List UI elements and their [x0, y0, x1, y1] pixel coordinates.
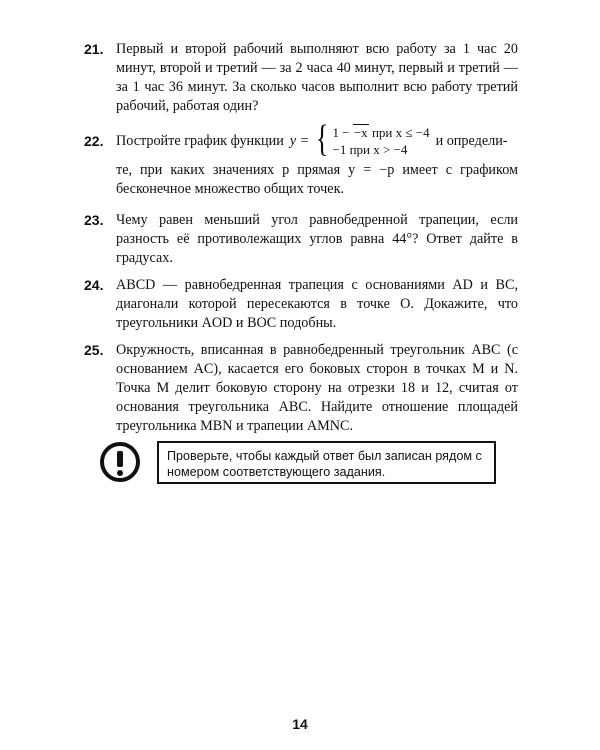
case-1: 1 − −x при x ≤ −4	[332, 125, 430, 140]
task-22	[84, 118, 518, 199]
sqrt-radicand: −x	[353, 125, 368, 140]
task-intro: Постройте график функции	[116, 132, 284, 149]
task-number: 25.	[84, 342, 104, 358]
function-lhs: y =	[289, 132, 310, 149]
task-24	[84, 276, 518, 333]
task-21	[84, 40, 518, 116]
task-text: те, при каких значениях p прямая y = −p имеет с графиком бесконечное множество общих точек.	[116, 162, 518, 197]
piecewise-function	[289, 118, 430, 160]
task-text: Чему равен меньший угол равнобедренной трапеции, если разность её противолежащих углов равна 44°? Ответ дайте в градусах.	[116, 212, 518, 266]
task-number: 23.	[84, 212, 104, 228]
task-25	[84, 341, 518, 436]
page-number: 14	[292, 716, 308, 732]
task-number: 22.	[84, 133, 104, 149]
notice-text: Проверьте, чтобы каждый ответ был записан рядом с номером соответствующего задания.	[167, 449, 482, 479]
task-number: 24.	[84, 277, 104, 293]
function-cases	[333, 124, 430, 158]
notice-box	[157, 441, 496, 484]
case-2: −1 при x > −4	[332, 142, 408, 157]
task-text: Первый и второй рабочий выполняют всю работу за 1 час 20 минут, второй и третий — за 2 часа 40 минут, первый и третий — за 1 час 36 минут. За сколько часов выполнит всю работу третий рабочий, работая один?	[116, 41, 518, 114]
task-number: 21.	[84, 41, 104, 57]
task-23	[84, 211, 518, 268]
exclamation-circle-icon	[100, 442, 140, 482]
task-intro-tail: и определи-	[435, 132, 508, 149]
task-text: Окружность, вписанная в равнобедренный треугольник ABC (с основанием AC), касается его боковых сторон в точках M и N. Точка M делит боковую сторону на отрезки 18 и 12, считая от основания треугольника ABC. Найдите отношение площадей треугольника MBN и трапеции AMNC.	[116, 342, 518, 434]
brace-symbol: {	[315, 118, 329, 160]
task-text: ABCD — равнобедренная трапеция с основаниями AD и BC, диагонали которой пересекаются в точке O. Докажите, что треугольники AOD и BOC подобны.	[116, 277, 518, 331]
